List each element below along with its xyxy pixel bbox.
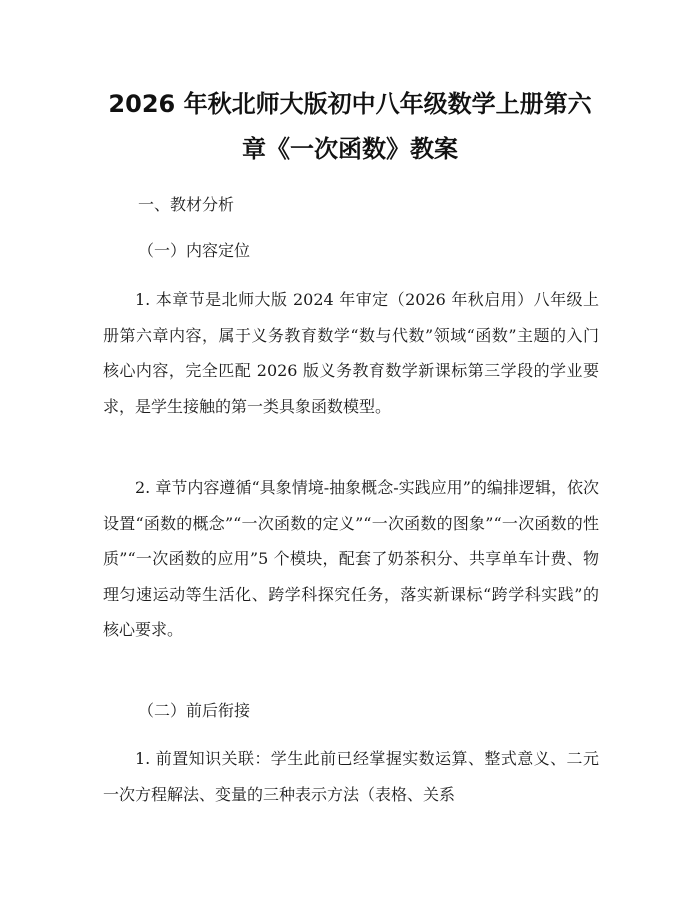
section-heading-teaching-material-analysis: 一、教材分析 xyxy=(138,195,235,214)
paragraph-1: 1. 本章节是北师大版 2024 年审定（2026 年秋启用）八年级上册第六章内容，属于义务教育数学“数与代数”领域“函数”主题的入门核心内容，完全匹配 2026 版义务教育数学新课标第三学段的学业要求，是学生接触的第一类具象函数模型。 xyxy=(103,290,599,416)
paragraph-3: 1. 前置知识关联：学生此前已经掌握实数运算、整式意义、二元一次方程解法、变量的三种表示方法（表格、关系 xyxy=(103,749,599,804)
subsection-heading-content-positioning: （一）内容定位 xyxy=(138,241,251,260)
document-title-line-1: 2026 年秋北师大版初中八年级数学上册第六 xyxy=(108,90,592,118)
subsection-heading-connections: （二）前后衔接 xyxy=(138,701,251,720)
paragraph-2: 2. 章节内容遵循“具象情境-抽象概念-实践应用”的编排逻辑，依次设置“函数的概念”“一次函数的定义”“一次函数的图象”“一次函数的性质”“一次函数的应用”5 个模块，配套了奶茶积分、共享单车计费、物理匀速运动等生活化、跨学科探究任务，落实新课标“跨学科实践”的核心要求。 xyxy=(103,478,599,639)
document-title-line-2: 章《一次函数》教案 xyxy=(242,135,458,163)
